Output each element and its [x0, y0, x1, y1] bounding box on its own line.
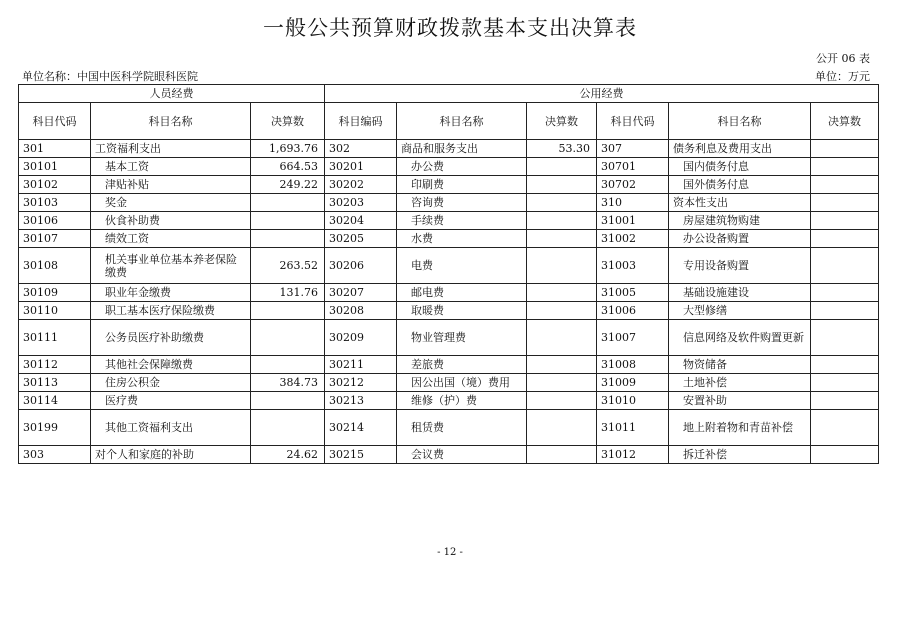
- table-row: [19, 446, 879, 464]
- amount-cell: [251, 212, 325, 230]
- amount-cell: [527, 212, 597, 230]
- name-cell: 水费: [397, 230, 527, 248]
- table-row: [19, 356, 879, 374]
- code-cell: 30108: [19, 248, 91, 284]
- code-cell: 31009: [597, 374, 669, 392]
- table-row: [19, 392, 879, 410]
- code-cell: 30110: [19, 302, 91, 320]
- amount-cell: [811, 158, 879, 176]
- code-cell: 30213: [325, 392, 397, 410]
- amount-cell: [251, 230, 325, 248]
- code-cell: 30102: [19, 176, 91, 194]
- column-header: 科目名称: [91, 103, 251, 140]
- amount-cell: 263.52: [251, 248, 325, 284]
- amount-cell: [527, 392, 597, 410]
- code-cell: 31006: [597, 302, 669, 320]
- amount-cell: [251, 320, 325, 356]
- code-cell: 30203: [325, 194, 397, 212]
- code-cell: 30214: [325, 410, 397, 446]
- code-cell: 30101: [19, 158, 91, 176]
- amount-cell: [527, 446, 597, 464]
- code-cell: 31005: [597, 284, 669, 302]
- name-cell: 机关事业单位基本养老保险缴费: [91, 248, 251, 284]
- name-cell: 物资储备: [669, 356, 811, 374]
- column-header: 决算数: [251, 103, 325, 140]
- code-cell: 30211: [325, 356, 397, 374]
- name-cell: 津贴补贴: [91, 176, 251, 194]
- name-cell: 其他工资福利支出: [91, 410, 251, 446]
- name-cell: 大型修缮: [669, 302, 811, 320]
- amount-cell: 24.62: [251, 446, 325, 464]
- code-cell: 31001: [597, 212, 669, 230]
- name-cell: 对个人和家庭的补助: [91, 446, 251, 464]
- name-cell: 会议费: [397, 446, 527, 464]
- amount-cell: [527, 356, 597, 374]
- code-cell: 302: [325, 140, 397, 158]
- code-cell: 30114: [19, 392, 91, 410]
- name-cell: 资本性支出: [669, 194, 811, 212]
- name-cell: 职业年金缴费: [91, 284, 251, 302]
- name-cell: 办公设备购置: [669, 230, 811, 248]
- name-cell: 房屋建筑物购建: [669, 212, 811, 230]
- code-cell: 301: [19, 140, 91, 158]
- code-cell: 30209: [325, 320, 397, 356]
- name-cell: 绩效工资: [91, 230, 251, 248]
- amount-cell: [527, 284, 597, 302]
- name-cell: 办公费: [397, 158, 527, 176]
- amount-cell: [811, 446, 879, 464]
- code-cell: 30112: [19, 356, 91, 374]
- amount-cell: [811, 320, 879, 356]
- amount-cell: [811, 410, 879, 446]
- amount-cell: 249.22: [251, 176, 325, 194]
- amount-cell: [527, 410, 597, 446]
- unit-name: 单位名称：中国中医科学院眼科医院: [22, 70, 198, 83]
- amount-cell: [251, 356, 325, 374]
- amount-cell: 131.76: [251, 284, 325, 302]
- amount-cell: [251, 392, 325, 410]
- amount-cell: [811, 392, 879, 410]
- table-row: [19, 302, 879, 320]
- name-cell: 奖金: [91, 194, 251, 212]
- amount-cell: [811, 194, 879, 212]
- table-row: [19, 284, 879, 302]
- name-cell: 维修（护）费: [397, 392, 527, 410]
- report-title: 一般公共预算财政拨款基本支出决算表: [263, 16, 637, 40]
- code-cell: 31010: [597, 392, 669, 410]
- amount-cell: [251, 194, 325, 212]
- column-header: 科目代码: [597, 103, 669, 140]
- amount-cell: 1,693.76: [251, 140, 325, 158]
- code-cell: 30202: [325, 176, 397, 194]
- table-row: [19, 410, 879, 446]
- column-header: 决算数: [527, 103, 597, 140]
- name-cell: 工资福利支出: [91, 140, 251, 158]
- name-cell: 租赁费: [397, 410, 527, 446]
- name-cell: 手续费: [397, 212, 527, 230]
- code-cell: 31008: [597, 356, 669, 374]
- code-cell: 30215: [325, 446, 397, 464]
- name-cell: 国内债务付息: [669, 158, 811, 176]
- code-cell: 30113: [19, 374, 91, 392]
- code-cell: 30199: [19, 410, 91, 446]
- name-cell: 因公出国（境）费用: [397, 374, 527, 392]
- code-cell: 30107: [19, 230, 91, 248]
- amount-cell: [811, 374, 879, 392]
- amount-cell: [527, 194, 597, 212]
- name-cell: 取暖费: [397, 302, 527, 320]
- group-header-personnel: 人员经费: [19, 85, 325, 103]
- name-cell: 基础设施建设: [669, 284, 811, 302]
- name-cell: 地上附着物和青苗补偿: [669, 410, 811, 446]
- code-cell: 31002: [597, 230, 669, 248]
- table-row: [19, 194, 879, 212]
- code-cell: 31011: [597, 410, 669, 446]
- name-cell: 基本工资: [91, 158, 251, 176]
- column-header: 科目编码: [325, 103, 397, 140]
- name-cell: 专用设备购置: [669, 248, 811, 284]
- amount-cell: [811, 176, 879, 194]
- amount-cell: [811, 248, 879, 284]
- name-cell: 安置补助: [669, 392, 811, 410]
- amount-cell: [811, 302, 879, 320]
- code-cell: 30207: [325, 284, 397, 302]
- code-cell: 30109: [19, 284, 91, 302]
- name-cell: 信息网络及软件购置更新: [669, 320, 811, 356]
- table-row: [19, 212, 879, 230]
- amount-cell: [251, 410, 325, 446]
- form-number: 公开 06 表: [816, 52, 870, 65]
- name-cell: 医疗费: [91, 392, 251, 410]
- code-cell: 30206: [325, 248, 397, 284]
- name-cell: 差旅费: [397, 356, 527, 374]
- name-cell: 公务员医疗补助缴费: [91, 320, 251, 356]
- code-cell: 30212: [325, 374, 397, 392]
- code-cell: 31003: [597, 248, 669, 284]
- amount-cell: 384.73: [251, 374, 325, 392]
- name-cell: 职工基本医疗保险缴费: [91, 302, 251, 320]
- code-cell: 31007: [597, 320, 669, 356]
- amount-cell: [527, 230, 597, 248]
- amount-cell: [811, 356, 879, 374]
- group-header-public: 公用经费: [325, 85, 879, 103]
- amount-cell: [527, 248, 597, 284]
- table-row: [19, 320, 879, 356]
- code-cell: 30103: [19, 194, 91, 212]
- amount-cell: [811, 140, 879, 158]
- amount-cell: [527, 302, 597, 320]
- amount-cell: [527, 158, 597, 176]
- code-cell: 30702: [597, 176, 669, 194]
- name-cell: 印刷费: [397, 176, 527, 194]
- code-cell: 303: [19, 446, 91, 464]
- code-cell: 30204: [325, 212, 397, 230]
- amount-cell: [811, 212, 879, 230]
- name-cell: 物业管理费: [397, 320, 527, 356]
- expenditure-table: [18, 84, 879, 464]
- code-cell: 30701: [597, 158, 669, 176]
- name-cell: 土地补偿: [669, 374, 811, 392]
- table-row: [19, 230, 879, 248]
- name-cell: 电费: [397, 248, 527, 284]
- name-cell: 国外债务付息: [669, 176, 811, 194]
- name-cell: 其他社会保障缴费: [91, 356, 251, 374]
- column-header: 决算数: [811, 103, 879, 140]
- code-cell: 310: [597, 194, 669, 212]
- name-cell: 住房公积金: [91, 374, 251, 392]
- name-cell: 伙食补助费: [91, 212, 251, 230]
- name-cell: 拆迁补偿: [669, 446, 811, 464]
- table-row: [19, 374, 879, 392]
- name-cell: 邮电费: [397, 284, 527, 302]
- code-cell: 30111: [19, 320, 91, 356]
- table-row: [19, 140, 879, 158]
- code-cell: 31012: [597, 446, 669, 464]
- column-header: 科目名称: [669, 103, 811, 140]
- currency-unit: 单位：万元: [815, 70, 870, 83]
- amount-cell: [251, 302, 325, 320]
- amount-cell: [811, 284, 879, 302]
- page-number: - 12 -: [437, 547, 463, 558]
- table-row: [19, 176, 879, 194]
- amount-cell: 53.30: [527, 140, 597, 158]
- code-cell: 307: [597, 140, 669, 158]
- code-cell: 30201: [325, 158, 397, 176]
- name-cell: 咨询费: [397, 194, 527, 212]
- table-row: [19, 248, 879, 284]
- column-header: 科目代码: [19, 103, 91, 140]
- code-cell: 30208: [325, 302, 397, 320]
- amount-cell: [527, 374, 597, 392]
- name-cell: 债务利息及费用支出: [669, 140, 811, 158]
- amount-cell: [527, 320, 597, 356]
- code-cell: 30106: [19, 212, 91, 230]
- amount-cell: [527, 176, 597, 194]
- code-cell: 30205: [325, 230, 397, 248]
- name-cell: 商品和服务支出: [397, 140, 527, 158]
- column-header: 科目名称: [397, 103, 527, 140]
- amount-cell: 664.53: [251, 158, 325, 176]
- table-row: [19, 158, 879, 176]
- amount-cell: [811, 230, 879, 248]
